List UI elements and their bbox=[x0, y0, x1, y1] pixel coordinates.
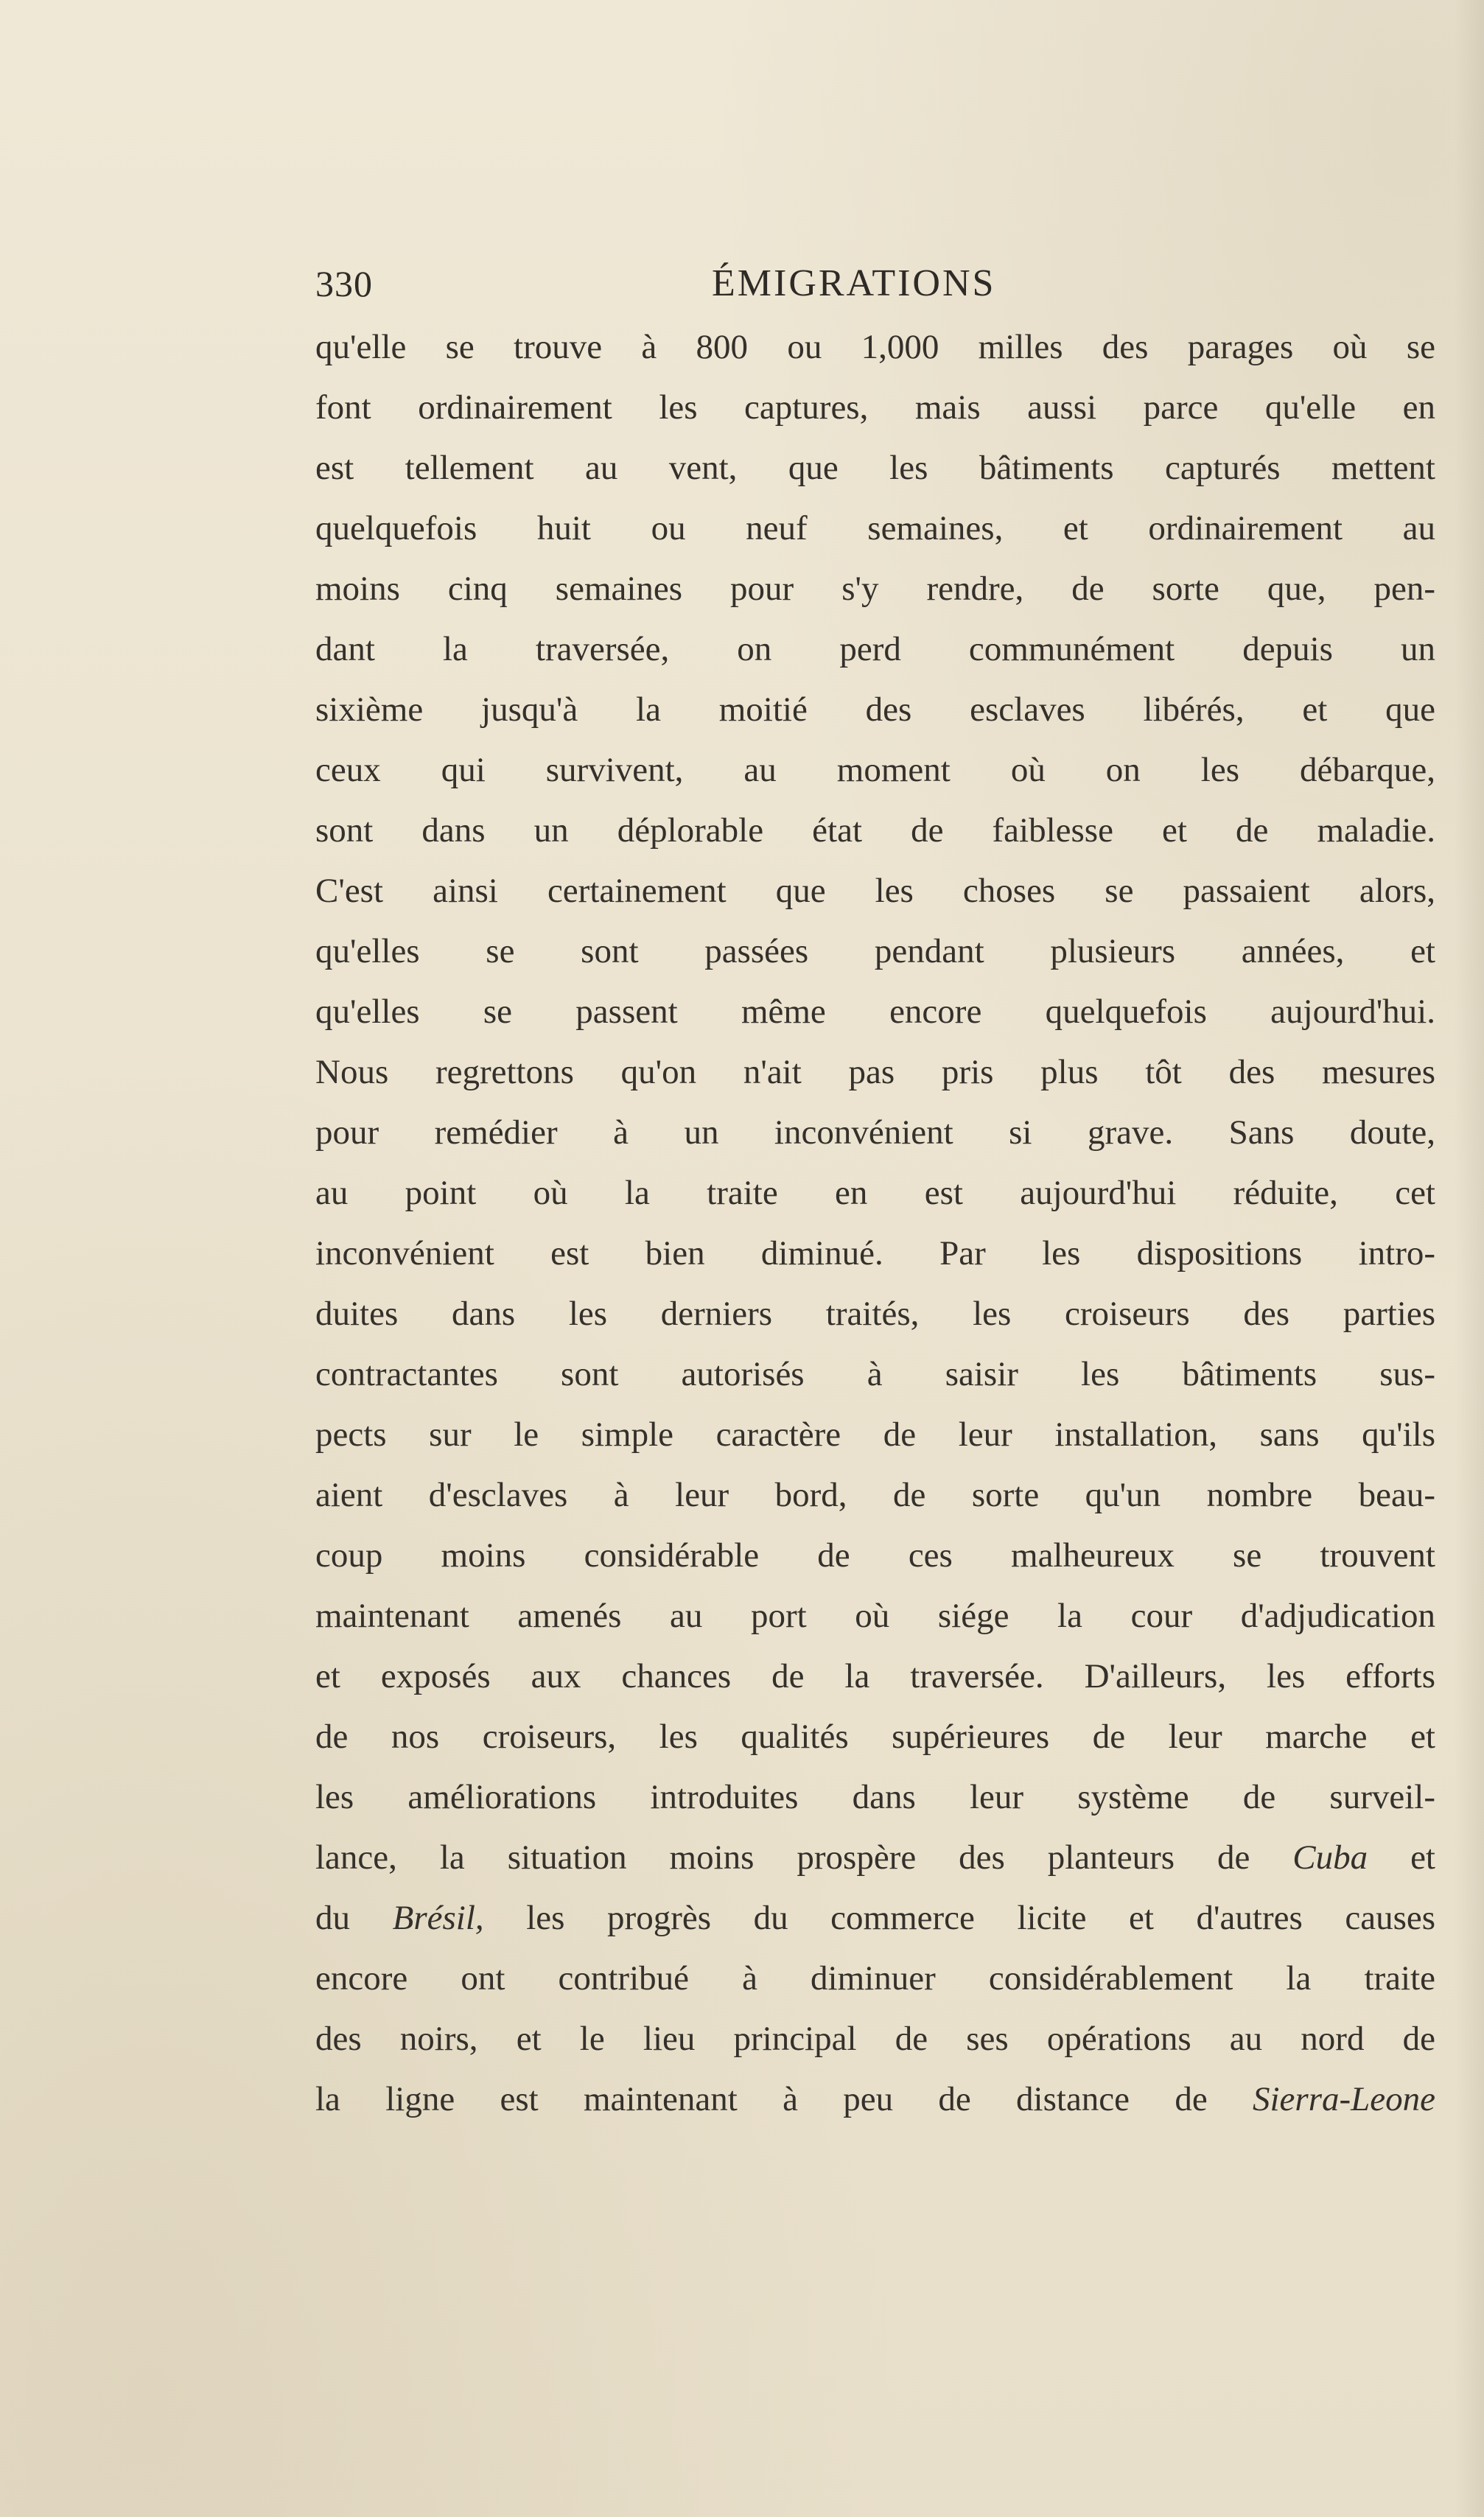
text-line: Nous regrettons qu'on n'ait pas pris plus tôt des mesures bbox=[315, 1053, 1435, 1091]
text-line-segment: la ligne est maintenant à peu de distance de bbox=[315, 2080, 1253, 2118]
text-line: aient d'esclaves à leur bord, de sorte qu'un nombre beau- bbox=[315, 1476, 1435, 1514]
text-line: dant la traversée, on perd communément depuis un bbox=[315, 630, 1435, 668]
text-line-segment: du bbox=[315, 1899, 393, 1937]
body-text bbox=[315, 317, 1435, 2129]
text-line: des noirs, et le lieu principal de ses opérations au nord de bbox=[315, 2020, 1435, 2058]
text-line: duites dans les derniers traités, les croiseurs des parties bbox=[315, 1295, 1435, 1333]
text-line: font ordinairement les captures, mais aussi parce qu'elle en bbox=[315, 388, 1435, 427]
text-line: qu'elles se sont passées pendant plusieurs années, et bbox=[315, 932, 1435, 970]
text-line: pects sur le simple caractère de leur installation, sans qu'ils bbox=[315, 1415, 1435, 1454]
text-line: sixième jusqu'à la moitié des esclaves libérés, et que bbox=[315, 690, 1435, 729]
text-line: qu'elles se passent même encore quelquefois aujourd'hui. bbox=[315, 993, 1435, 1031]
text-line: inconvénient est bien diminué. Par les dispositions intro- bbox=[315, 1234, 1435, 1272]
text-line: C'est ainsi certainement que les choses se passaient alors, bbox=[315, 872, 1435, 910]
text-line: sont dans un déplorable état de faiblesse et de maladie. bbox=[315, 811, 1435, 850]
text-line bbox=[315, 1888, 1435, 1948]
text-line: moins cinq semaines pour s'y rendre, de sorte que, pen- bbox=[315, 570, 1435, 608]
text-line: quelquefois huit ou neuf semaines, et ordinairement au bbox=[315, 509, 1435, 547]
italic-term-sierra-leone: Sierra-Leone bbox=[1252, 2080, 1435, 2118]
text-line-segment: et bbox=[1368, 1838, 1435, 1877]
text-line: qu'elle se trouve à 800 ou 1,000 milles des parages où se bbox=[315, 328, 1435, 366]
text-line: encore ont contribué à diminuer considérablement la traite bbox=[315, 1959, 1435, 1998]
page-edge-shadow bbox=[1455, 0, 1484, 2517]
text-line: contractantes sont autorisés à saisir les bâtiments sus- bbox=[315, 1355, 1435, 1393]
text-line: est tellement au vent, que les bâtiments capturés mettent bbox=[315, 449, 1435, 487]
text-line: de nos croiseurs, les qualités supérieures de leur marche et bbox=[315, 1718, 1435, 1756]
text-line: ceux qui survivent, au moment où on les débarque, bbox=[315, 751, 1435, 789]
text-line: les améliorations introduites dans leur système de surveil- bbox=[315, 1778, 1435, 1816]
page-number: 330 bbox=[315, 263, 373, 304]
text-line: et exposés aux chances de la traversée. D'ailleurs, les efforts bbox=[315, 1657, 1435, 1695]
text-line: coup moins considérable de ces malheureux se trouvent bbox=[315, 1536, 1435, 1575]
italic-term-cuba: Cuba bbox=[1292, 1838, 1368, 1877]
text-line bbox=[315, 1827, 1435, 1888]
text-line: maintenant amenés au port où siége la cour d'adjudication bbox=[315, 1597, 1435, 1635]
text-line: au point où la traite en est aujourd'hui réduite, cet bbox=[315, 1174, 1435, 1212]
text-line-segment: lance, la situation moins prospère des planteurs de bbox=[315, 1838, 1293, 1877]
text-line bbox=[315, 2069, 1435, 2129]
running-head: ÉMIGRATIONS bbox=[712, 262, 996, 304]
text-line-segment: les progrès du commerce licite et d'autres causes bbox=[483, 1899, 1435, 1937]
italic-term-bresil: Brésil, bbox=[392, 1899, 484, 1937]
text-line: pour remédier à un inconvénient si grave. Sans doute, bbox=[315, 1113, 1435, 1152]
page-header bbox=[315, 251, 1435, 317]
